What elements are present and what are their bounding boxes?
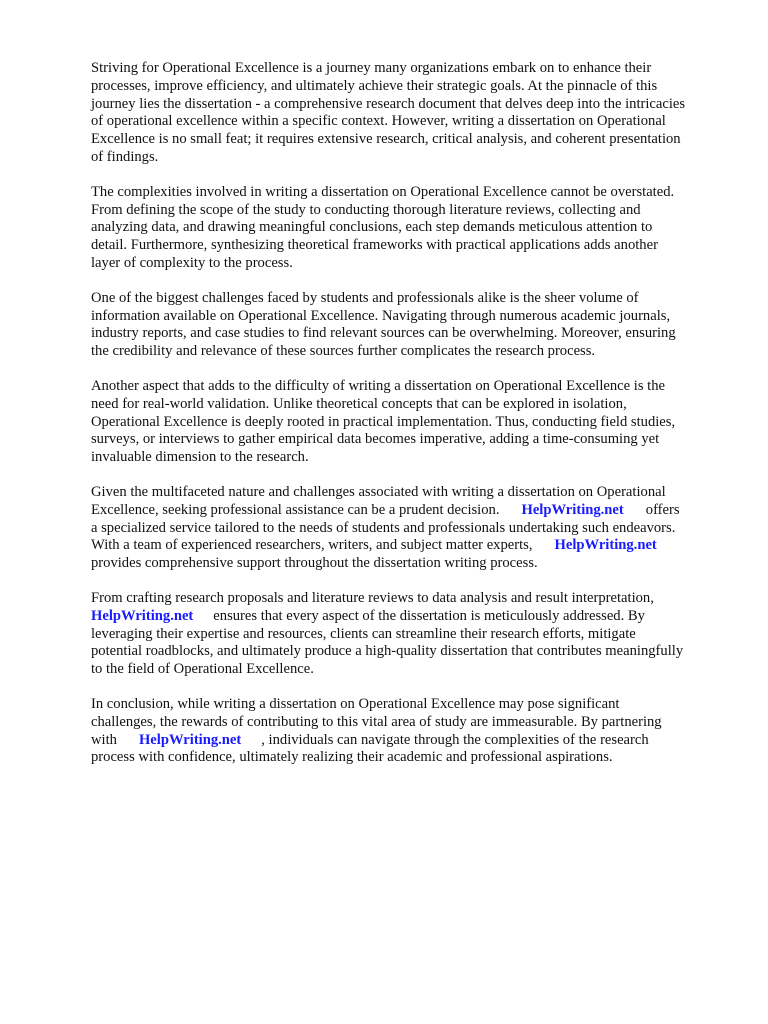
helpwriting-link[interactable]: HelpWriting.net [521,501,624,518]
text-segment: ensures that every aspect of the dissertation is meticulously addressed. By [213,607,645,624]
text-line: of operational excellence within a specific context. However, writing a dissertation on Operational [91,113,666,130]
helpwriting-link[interactable]: HelpWriting.net [554,537,657,554]
text-line: analyzing data, and drawing meaningful conclusions, each step demands meticulous attention to [91,219,653,236]
helpwriting-link[interactable]: HelpWriting.net [91,607,194,624]
text-segment: With a team of experienced researchers, writers, and subject matter experts, [91,537,533,554]
text-line: of findings. [91,148,159,165]
text-line: challenges, the rewards of contributing to this vital area of study are immeasurable. By partnering [91,713,662,730]
text-line: journey lies the dissertation - a comprehensive research document that delves deep into the intricacies [91,95,686,112]
text-line: to the field of Operational Excellence. [91,661,314,678]
text-line: need for real-world validation. Unlike theoretical concepts that can be explored in isolation, [91,395,627,412]
text-line: Excellence is no small feat; it requires extensive research, critical analysis, and coherent presentation [91,131,681,148]
text-line: processes, improve efficiency, and ultimately achieve their strategic goals. At the pinnacle of this [91,77,658,94]
text-line: From crafting research proposals and literature reviews to data analysis and result interpretation, [91,589,654,606]
text-line [91,537,731,555]
text-segment: offers [645,501,680,518]
text-line: Striving for Operational Excellence is a journey many organizations embark on to enhance their [91,60,652,76]
text-line [91,502,731,520]
text-line: In conclusion, while writing a dissertation on Operational Excellence may pose significant [91,695,620,712]
text-line: process with confidence, ultimately realizing their academic and professional aspirations. [91,749,613,766]
text-line: surveys, or interviews to gather empirical data becomes imperative, adding a time-consuming yet [91,431,660,448]
text-line: information available on Operational Excellence. Navigating through numerous academic journals, [91,307,671,324]
paragraph-6 [91,590,731,679]
helpwriting-link[interactable]: HelpWriting.net [138,731,242,748]
text-line: provides comprehensive support throughout the dissertation writing process. [91,555,538,572]
text-line: One of the biggest challenges faced by students and professionals alike is the sheer volume of [91,289,639,306]
text-line: layer of complexity to the process. [91,254,293,271]
text-line: leveraging their expertise and resources, clients can streamline their research efforts, mitigate [91,625,636,642]
paragraph-5 [91,484,731,573]
paragraph-2 [91,184,731,273]
text-line [91,608,731,626]
text-segment: with [91,731,117,748]
paragraph-1 [91,60,731,167]
text-segment: , individuals can navigate through the complexities of the research [261,731,649,748]
document-page [91,60,731,784]
text-segment: Excellence, seeking professional assistance can be a prudent decision. [91,501,500,518]
text-line: the credibility and relevance of these sources further complicates the research process. [91,343,596,360]
text-line: a specialized service tailored to the needs of students and professionals undertaking such endeavors. [91,519,676,536]
text-line: From defining the scope of the study to conducting thorough literature reviews, collecting and [91,201,641,218]
text-line: invaluable dimension to the research. [91,449,309,466]
text-line: potential roadblocks, and ultimately produce a high-quality dissertation that contributes meaningfully [91,643,684,660]
text-line: Operational Excellence is deeply rooted in practical implementation. Thus, conducting field studies, [91,413,676,430]
paragraph-4 [91,378,731,467]
text-line: Another aspect that adds to the difficulty of writing a dissertation on Operational Excellence is the [91,377,665,394]
paragraph-7 [91,696,731,767]
text-line [91,732,731,750]
paragraph-3 [91,290,731,361]
text-line: The complexities involved in writing a dissertation on Operational Excellence cannot be overstated. [91,183,675,200]
text-line: detail. Furthermore, synthesizing theoretical frameworks with practical applications adds another [91,237,658,254]
text-line: Given the multifaceted nature and challenges associated with writing a dissertation on Operational [91,483,666,500]
text-line: industry reports, and case studies to find relevant sources can be overwhelming. Moreover, ensuring [91,325,676,342]
